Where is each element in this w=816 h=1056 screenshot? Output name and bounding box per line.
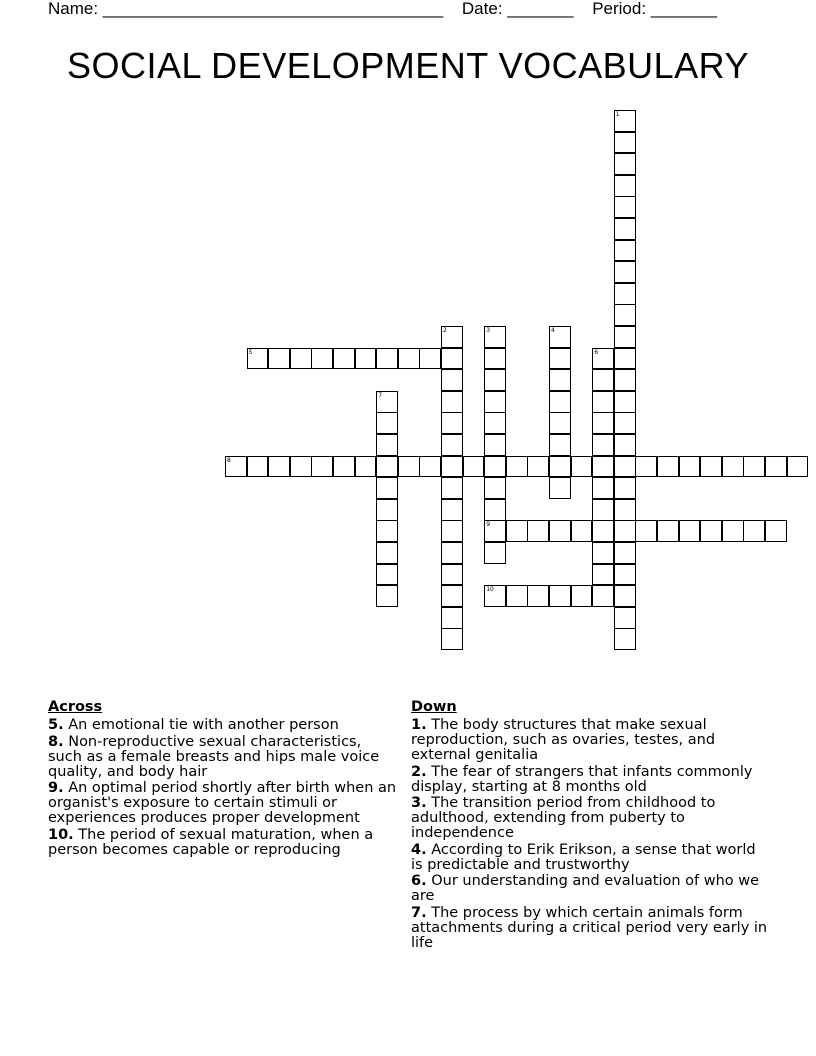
crossword-cell[interactable] — [355, 456, 377, 478]
crossword-cell[interactable] — [333, 456, 355, 478]
crossword-cell[interactable] — [268, 456, 290, 478]
crossword-cell[interactable] — [614, 240, 636, 262]
crossword-cell[interactable] — [355, 348, 377, 370]
clue-text: An emotional tie with another person — [68, 717, 339, 733]
cell-number: 4 — [551, 327, 555, 334]
crossword-cell[interactable] — [376, 585, 398, 607]
crossword-cell[interactable] — [441, 456, 463, 478]
cell-number: 8 — [227, 456, 231, 464]
crossword-cell[interactable] — [484, 542, 506, 564]
crossword-cell[interactable] — [484, 326, 506, 348]
crossword-cell[interactable] — [441, 607, 463, 629]
crossword-cell[interactable] — [484, 499, 506, 521]
crossword-cell[interactable] — [787, 456, 809, 478]
name-field-label[interactable]: Name: ____________________________________ — [48, 0, 444, 18]
crossword-cell[interactable] — [614, 110, 636, 132]
crossword-cell[interactable] — [614, 607, 636, 629]
crossword-cell[interactable] — [765, 520, 787, 542]
clue-across — [48, 735, 398, 780]
crossword-cell[interactable] — [484, 348, 506, 370]
crossword-cell[interactable] — [549, 520, 571, 542]
crossword-cell[interactable] — [592, 412, 614, 434]
crossword-cell[interactable] — [614, 499, 636, 521]
crossword-cell[interactable] — [614, 628, 636, 650]
clue-text: Non-reproductive sexual characteristics, such as a female breasts and hips male voice quality, and body hair — [48, 733, 380, 780]
crossword-cell[interactable] — [592, 542, 614, 564]
crossword-cell[interactable] — [506, 456, 528, 478]
clue-across — [48, 718, 398, 733]
cell-number: 1 — [615, 111, 620, 118]
crossword-cell[interactable] — [592, 585, 614, 607]
across-heading: Across — [48, 699, 103, 715]
crossword-cell[interactable] — [225, 456, 247, 478]
crossword-cell[interactable] — [247, 456, 269, 478]
crossword-cell[interactable] — [614, 304, 636, 326]
crossword-cell[interactable] — [614, 434, 636, 456]
cell-number: 6 — [594, 348, 599, 356]
clue-down — [411, 906, 771, 951]
crossword-cell[interactable] — [311, 456, 333, 478]
clue-text: The process by which certain animals form attachments during a critical period very early in life — [411, 904, 768, 951]
clue-text: An optimal period shortly after birth when an organist's exposure to certain stimuli or experiences produces proper development — [48, 780, 397, 826]
crossword-cell[interactable] — [506, 585, 528, 607]
crossword-cell[interactable] — [700, 456, 722, 478]
clue-text: Our understanding and evaluation of who we are — [411, 873, 760, 904]
crossword-cell[interactable] — [549, 412, 571, 434]
crossword-cell[interactable] — [657, 520, 679, 542]
crossword-cell[interactable] — [614, 369, 636, 391]
crossword-cell[interactable] — [441, 585, 463, 607]
crossword-cell[interactable] — [592, 520, 614, 542]
crossword-cell[interactable] — [333, 348, 355, 370]
crossword-cell[interactable] — [506, 520, 528, 542]
clue-text: The period of sexual maturation, when a person becomes capable or reproducing — [48, 826, 374, 858]
crossword-cell[interactable] — [441, 348, 463, 370]
crossword-cell[interactable] — [376, 542, 398, 564]
crossword-cell[interactable] — [614, 283, 636, 305]
crossword-cell[interactable] — [484, 477, 506, 499]
cell-number: 2 — [443, 327, 447, 334]
crossword-cell[interactable] — [614, 348, 636, 370]
crossword-cell[interactable] — [376, 434, 398, 456]
clue-number: 6. — [411, 873, 427, 889]
crossword-cell[interactable] — [614, 132, 636, 154]
crossword-cell[interactable] — [592, 369, 614, 391]
crossword-cell[interactable] — [441, 434, 463, 456]
crossword-cell[interactable] — [614, 153, 636, 175]
crossword-cell[interactable] — [549, 434, 571, 456]
crossword-cell[interactable] — [441, 412, 463, 434]
crossword-cell[interactable] — [290, 456, 312, 478]
crossword-cell[interactable] — [614, 261, 636, 283]
crossword-cell[interactable] — [765, 456, 787, 478]
crossword-cell[interactable] — [592, 456, 614, 478]
crossword-cell[interactable] — [527, 585, 549, 607]
crossword-cell[interactable] — [376, 564, 398, 586]
crossword-cell[interactable] — [484, 369, 506, 391]
crossword-cell[interactable] — [376, 348, 398, 370]
crossword-cell[interactable] — [441, 564, 463, 586]
crossword-cell[interactable] — [549, 456, 571, 478]
crossword-cell[interactable] — [614, 391, 636, 413]
crossword-cell[interactable] — [592, 391, 614, 413]
crossword-cell[interactable] — [614, 175, 636, 197]
crossword-cell[interactable] — [592, 499, 614, 521]
crossword-cell[interactable] — [376, 456, 398, 478]
crossword-cell[interactable] — [549, 369, 571, 391]
clue-number: 4. — [411, 841, 427, 858]
clue-text: The fear of strangers that infants commonly display, starting at 8 months old — [411, 763, 753, 795]
clue-down — [411, 718, 771, 763]
crossword-cell[interactable] — [657, 456, 679, 478]
crossword-cell[interactable] — [592, 477, 614, 499]
crossword-cell[interactable] — [571, 520, 593, 542]
crossword-cell[interactable] — [571, 585, 593, 607]
crossword-cell[interactable] — [376, 477, 398, 499]
period-field-label[interactable]: Period: _______ — [592, 0, 717, 18]
crossword-cell[interactable] — [441, 499, 463, 521]
crossword-cell[interactable] — [679, 456, 701, 478]
clue-down — [411, 874, 771, 904]
crossword-cell[interactable] — [592, 434, 614, 456]
crossword-cell[interactable] — [549, 477, 571, 499]
crossword-cell[interactable] — [614, 477, 636, 499]
crossword-cell[interactable] — [635, 520, 657, 542]
crossword-cell[interactable] — [614, 564, 636, 586]
clue-across — [48, 828, 398, 858]
down-heading: Down — [411, 699, 457, 715]
crossword-cell[interactable] — [419, 456, 441, 478]
clue-text: According to Erik Erikson, a sense that world is predictable and trustworthy — [411, 841, 756, 873]
clue-text: The body structures that make sexual reproduction, such as ovaries, testes, and external genitalia — [411, 717, 716, 763]
crossword-cell[interactable] — [419, 348, 441, 370]
page-title: SOCIAL DEVELOPMENT VOCABULARY — [66, 45, 750, 86]
crossword-cell[interactable] — [463, 456, 485, 478]
crossword-cell[interactable] — [484, 456, 506, 478]
cell-number: 9 — [486, 521, 491, 529]
crossword-cell[interactable] — [441, 326, 463, 348]
crossword-cell[interactable] — [311, 348, 333, 370]
clue-down — [411, 843, 771, 873]
crossword-cell[interactable] — [376, 499, 398, 521]
crossword-cell[interactable] — [614, 542, 636, 564]
clue-down — [411, 796, 771, 841]
clue-number: 7. — [411, 904, 427, 921]
crossword-cell[interactable] — [549, 348, 571, 370]
crossword-cell[interactable] — [441, 477, 463, 499]
crossword-cell[interactable] — [614, 218, 636, 240]
crossword-cell[interactable] — [722, 456, 744, 478]
clue-number: 2. — [411, 763, 427, 780]
across-clues — [48, 700, 398, 859]
crossword-cell[interactable] — [592, 348, 614, 370]
crossword-cell[interactable] — [247, 348, 269, 370]
crossword-cell[interactable] — [484, 391, 506, 413]
crossword-cell[interactable] — [484, 434, 506, 456]
crossword-cell[interactable] — [527, 520, 549, 542]
crossword-cell[interactable] — [290, 348, 312, 370]
crossword-cell[interactable] — [441, 542, 463, 564]
clue-across — [48, 781, 398, 826]
down-clues — [411, 700, 771, 952]
crossword-cell[interactable] — [679, 520, 701, 542]
crossword-cell[interactable] — [700, 520, 722, 542]
clue-number: 10. — [48, 826, 74, 843]
crossword-cell[interactable] — [549, 391, 571, 413]
crossword-cell[interactable] — [549, 326, 571, 348]
crossword-cell[interactable] — [614, 326, 636, 348]
clue-number: 8. — [48, 733, 64, 750]
crossword-cell[interactable] — [614, 456, 636, 478]
crossword-cell[interactable] — [592, 564, 614, 586]
date-field-label[interactable]: Date: _______ — [461, 0, 574, 18]
crossword-cell[interactable] — [441, 520, 463, 542]
crossword-cell[interactable] — [441, 391, 463, 413]
crossword-cell[interactable] — [484, 412, 506, 434]
clue-number: 9. — [48, 780, 64, 796]
crossword-cell[interactable] — [268, 348, 290, 370]
cell-number: 7 — [378, 391, 383, 399]
crossword-cell[interactable] — [614, 412, 636, 434]
crossword-cell[interactable] — [484, 520, 506, 542]
clue-number: 3. — [411, 795, 427, 811]
crossword-cell[interactable] — [441, 369, 463, 391]
crossword-cell[interactable] — [398, 456, 420, 478]
crossword-cell[interactable] — [722, 520, 744, 542]
crossword-cell[interactable] — [743, 520, 765, 542]
clue-down — [411, 765, 771, 795]
crossword-cell[interactable] — [484, 585, 506, 607]
crossword-cell[interactable] — [376, 412, 398, 434]
cell-number: 5 — [248, 348, 253, 356]
crossword-cell[interactable] — [635, 456, 657, 478]
clue-number: 1. — [411, 717, 427, 733]
crossword-cell[interactable] — [614, 585, 636, 607]
crossword-cell[interactable] — [527, 456, 549, 478]
cell-number: 3 — [486, 327, 491, 334]
crossword-cell[interactable] — [743, 456, 765, 478]
crossword-cell[interactable] — [398, 348, 420, 370]
crossword-cell[interactable] — [571, 456, 593, 478]
crossword-cell[interactable] — [441, 628, 463, 650]
clue-number: 5. — [48, 717, 64, 733]
clue-text: The transition period from childhood to adulthood, extending from puberty to independence — [411, 795, 716, 841]
crossword-cell[interactable] — [614, 196, 636, 218]
cell-number: 10 — [486, 586, 494, 594]
crossword-cell[interactable] — [614, 520, 636, 542]
crossword-cell[interactable] — [549, 585, 571, 607]
crossword-cell[interactable] — [376, 520, 398, 542]
crossword-cell[interactable] — [376, 391, 398, 413]
